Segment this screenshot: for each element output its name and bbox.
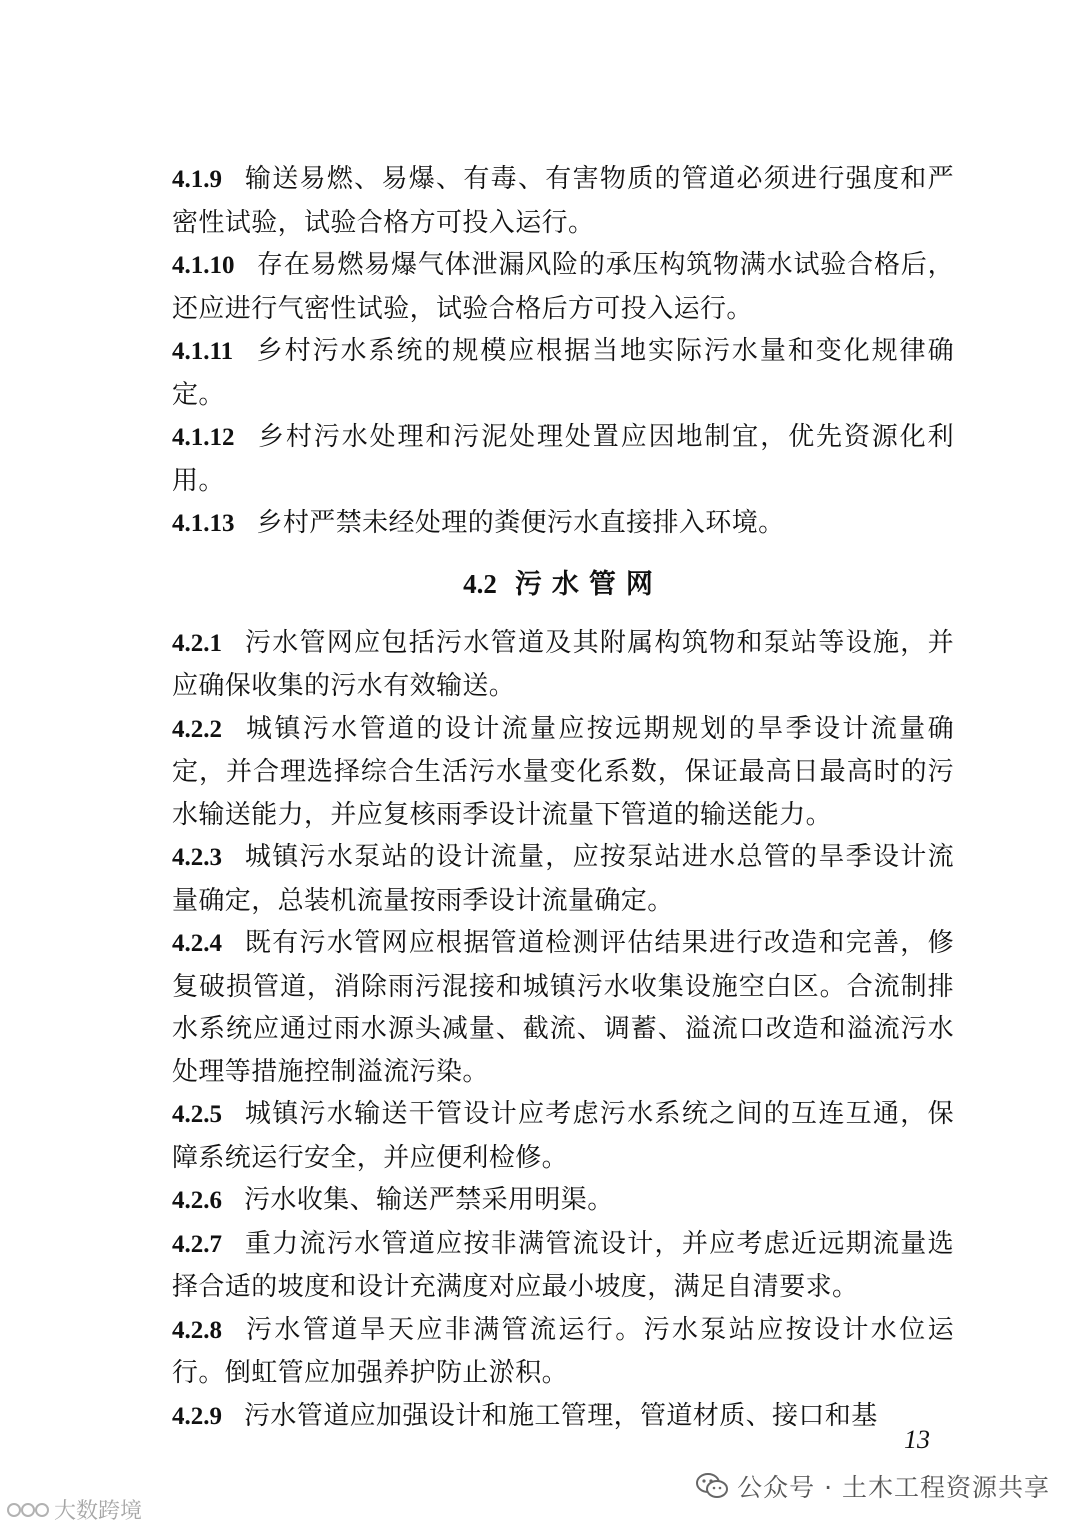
clause-4-2-6 <box>172 1179 954 1223</box>
clause-number: 4.2.3 <box>172 844 222 871</box>
clause-4-1-12 <box>172 416 954 502</box>
clause-text: 存在易燃易爆气体泄漏风险的承压构筑物满水试验合格后，还应进行气密性试验，试验合格后方可投入运行。 <box>172 250 954 324</box>
clause-4-2-9 <box>172 1395 954 1439</box>
watermark-logo-icon <box>6 1498 50 1522</box>
clause-number: 4.2.1 <box>172 629 222 657</box>
clause-text: 污水收集、输送严禁采用明渠。 <box>244 1185 614 1215</box>
clause-text: 城镇污水泵站的设计流量，应按泵站进水总管的旱季设计流量确定，总装机流量按雨季设计流量确定。 <box>172 842 954 916</box>
clause-number: 4.2.6 <box>172 1187 222 1214</box>
clause-4-2-8 <box>172 1309 954 1395</box>
section-heading <box>172 564 954 605</box>
clause-number: 4.2.5 <box>172 1101 222 1128</box>
clause-text: 污水管道应加强设计和施工管理，管道材质、接口和基 <box>244 1400 878 1431</box>
wechat-icon <box>695 1471 729 1501</box>
clause-text: 乡村污水系统的规模应根据当地实际污水量和变化规律确定。 <box>172 336 954 410</box>
section-title-text: 污水管网 <box>514 568 663 600</box>
watermark-text: 大数跨境 <box>54 1499 143 1524</box>
clause-4-2-4 <box>172 922 954 1093</box>
page-number: 13 <box>904 1425 930 1454</box>
clause-text: 城镇污水输送干管设计应考虑污水系统之间的互连互通，保障系统运行安全，并应便利检修。 <box>172 1099 954 1173</box>
clause-number: 4.1.12 <box>172 424 235 451</box>
clause-number: 4.1.11 <box>172 338 234 365</box>
clause-text: 污水管道旱天应非满管流运行。污水泵站应按设计水位运行。倒虹管应加强养护防止淤积。 <box>172 1314 954 1388</box>
clause-text: 乡村污水处理和污泥处理处置应因地制宜，优先资源化利用。 <box>172 422 954 496</box>
clause-number: 4.2.4 <box>172 930 222 957</box>
watermark <box>6 1494 142 1525</box>
clause-text: 城镇污水管道的设计流量应按远期规划的旱季设计流量确定，并合理选择综合生活污水量变化系数，保证最高日最高时的污水输送能力，并应复核雨季设计流量下管道的输送能力。 <box>172 713 954 830</box>
clause-4-2-7 <box>172 1223 954 1309</box>
clause-number: 4.1.9 <box>172 166 222 193</box>
wechat-footer <box>695 1468 1050 1504</box>
clause-4-1-9 <box>172 158 954 244</box>
clause-number: 4.1.10 <box>172 252 235 279</box>
clause-text: 既有污水管网应根据管道检测评估结果进行改造和完善，修复破损管道，消除雨污混接和城镇污水收集设施空白区。合流制排水系统应通过雨水源头减量、截流、调蓄、溢流口改造和溢流污水处理等措施控制溢流污染。 <box>172 928 954 1087</box>
wechat-account-label: 公众号 · 土木工程资源共享 <box>737 1473 1050 1502</box>
clause-4-1-11 <box>172 330 954 416</box>
clause-number: 4.2.2 <box>172 715 222 743</box>
clause-text: 乡村严禁未经处理的粪便污水直接排入环境。 <box>256 508 785 538</box>
clause-number: 4.2.7 <box>172 1230 222 1258</box>
clause-4-2-5 <box>172 1093 954 1179</box>
document-body <box>172 158 954 1438</box>
clause-number: 4.1.13 <box>172 510 235 537</box>
clause-number: 4.2.9 <box>172 1402 222 1430</box>
clause-4-2-1 <box>172 622 954 708</box>
clause-4-2-2 <box>172 708 954 837</box>
clause-text: 输送易燃、易爆、有毒、有害物质的管道必须进行强度和严密性试验，试验合格方可投入运行。 <box>172 164 954 238</box>
clause-text: 污水管网应包括污水管道及其附属构筑物和泵站等设施，并应确保收集的污水有效输送。 <box>172 627 954 701</box>
clause-text: 重力流污水管道应按非满管流设计，并应考虑近远期流量选择合适的坡度和设计充满度对应最小坡度，满足自清要求。 <box>172 1228 954 1302</box>
clause-4-2-3 <box>172 836 954 922</box>
clause-4-1-13 <box>172 502 954 546</box>
clause-number: 4.2.8 <box>172 1316 222 1344</box>
section-number: 4.2 <box>463 568 497 599</box>
clause-4-1-10 <box>172 244 954 330</box>
